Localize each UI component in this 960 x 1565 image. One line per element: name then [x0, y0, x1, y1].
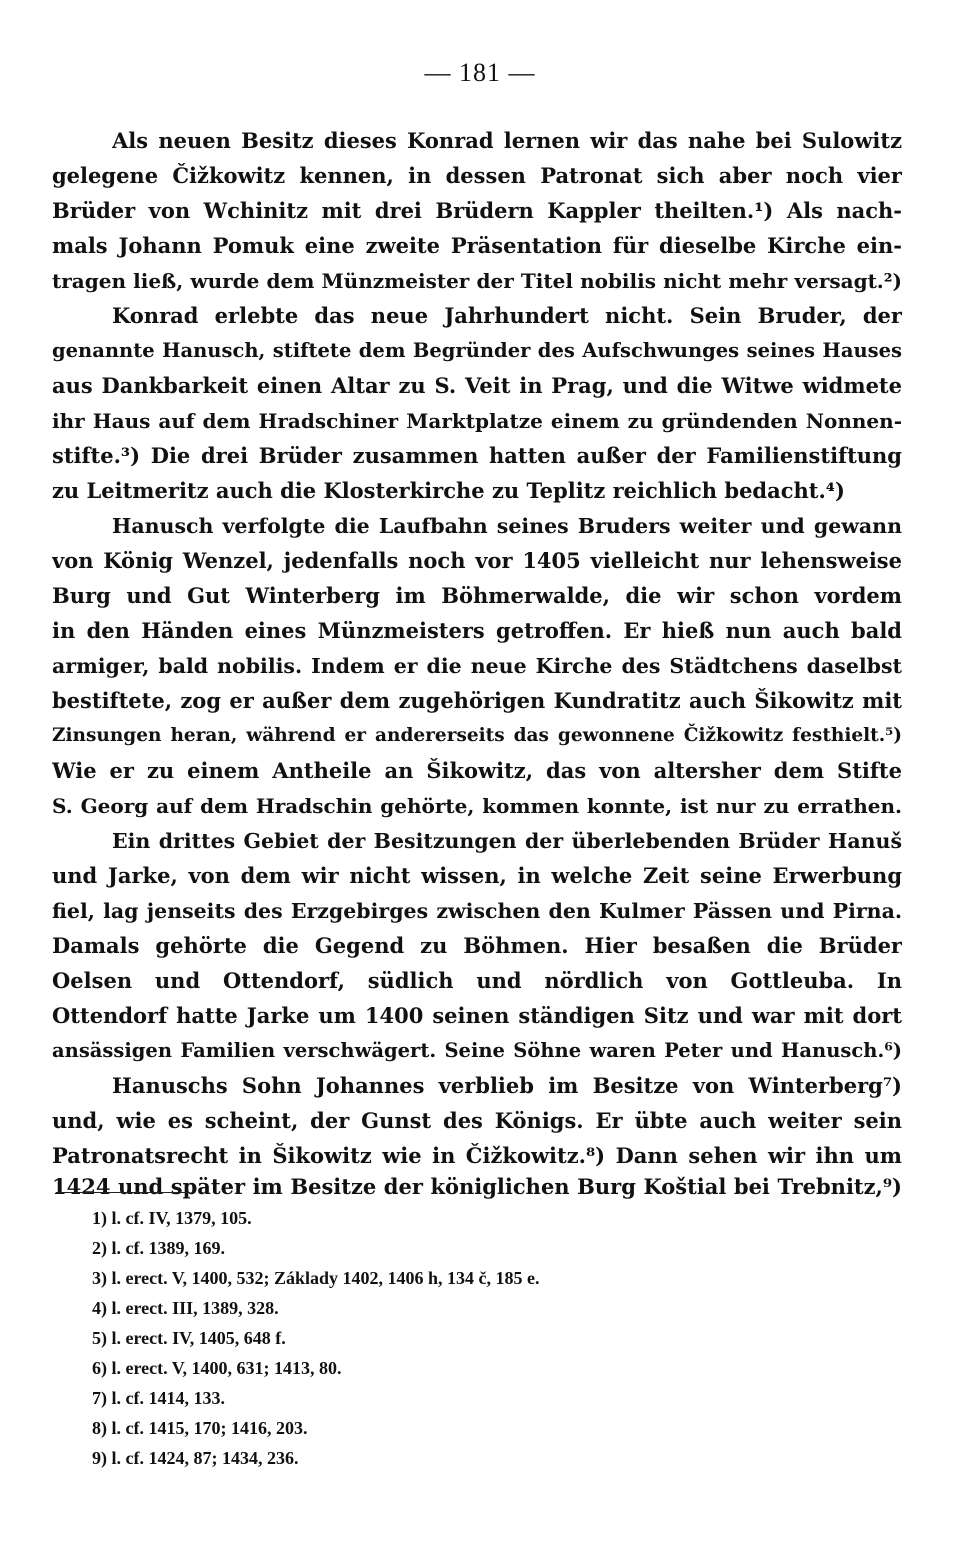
body-line: Damals gehörte die Gegend zu Böhmen. Hier besaßen die Brüder	[52, 933, 902, 958]
body-line: ihr Haus auf dem Hradschiner Marktplatze einem zu gründenden Nonnen-	[52, 409, 902, 433]
footnote: 7) l. cf. 1414, 133.	[92, 1388, 225, 1408]
footnote: 1) l. cf. IV, 1379, 105.	[92, 1208, 252, 1228]
body-line: genannte Hanusch, stiftete dem Begründer des Aufschwunges seines Hauses	[52, 339, 902, 362]
body-line: ansässigen Familien verschwägert. Seine Söhne waren Peter und Hanusch.⁶)	[52, 1039, 902, 1062]
body-line: fiel, lag jenseits des Erzgebirges zwischen den Kulmer Pässen und Pirna.	[52, 899, 902, 923]
body-line: Konrad erlebte das neue Jahrhundert nicht. Sein Bruder, der	[112, 303, 902, 328]
body-line: von König Wenzel, jedenfalls noch vor 1405 vielleicht nur lehensweise	[52, 548, 902, 573]
body-line: bestiftete, zog er außer dem zugehörigen Kundratitz auch Šikowitz mit	[52, 688, 902, 713]
body-line: Als neuen Besitz dieses Konrad lernen wir das nahe bei Sulowitz	[112, 128, 902, 153]
body-line: S. Georg auf dem Hradschin gehörte, kommen konnte, ist nur zu errathen.	[52, 794, 902, 818]
footnote: 4) l. erect. III, 1389, 328.	[92, 1298, 279, 1318]
body-line: und Jarke, von dem wir nicht wissen, in welche Zeit seine Erwerbung	[52, 863, 902, 888]
footnote: 3) l. erect. V, 1400, 532; Základy 1402, 1406 h, 134 č, 185 e.	[92, 1268, 540, 1288]
body-line: tragen ließ, wurde dem Münzmeister der Titel nobilis nicht mehr versagt.²)	[52, 269, 902, 293]
footnote: 5) l. erect. IV, 1405, 648 f.	[92, 1328, 286, 1348]
body-line: Oelsen und Ottendorf, südlich und nördlich von Gottleuba. In	[52, 968, 902, 993]
body-line: armiger, bald nobilis. Indem er die neue Kirche des Städtchens daselbst	[52, 654, 902, 678]
footnote: 8) l. cf. 1415, 170; 1416, 203.	[92, 1418, 308, 1438]
body-line: aus Dankbarkeit einen Altar zu S. Veit in Prag, und die Witwe widmete	[52, 373, 902, 398]
footnote: 2) l. cf. 1389, 169.	[92, 1238, 225, 1258]
body-line: Ein drittes Gebiet der Besitzungen der überlebenden Brüder Hanuš	[112, 829, 902, 853]
body-line: Hanusch verfolgte die Laufbahn seines Bruders weiter und gewann	[112, 514, 902, 538]
body-line: und, wie es scheint, der Gunst des Königs. Er übte auch weiter sein	[52, 1108, 902, 1133]
page-number: — 181 —	[424, 58, 536, 87]
body-line: zu Leitmeritz auch die Klosterkirche zu Teplitz reichlich bedacht.⁴)	[52, 478, 845, 503]
body-line: 1424 und später im Besitze der königlichen Burg Koštial bei Trebnitz,⁹)	[52, 1174, 902, 1199]
body-line: Patronatsrecht in Šikowitz wie in Čižkowitz.⁸) Dann sehen wir ihn um	[52, 1143, 902, 1168]
body-line: mals Johann Pomuk eine zweite Präsentation für dieselbe Kirche ein-	[52, 233, 902, 258]
body-line: in den Händen eines Münzmeisters getroffen. Er hieß nun auch bald	[52, 618, 902, 643]
footnote: 9) l. cf. 1424, 87; 1434, 236.	[92, 1448, 299, 1468]
body-line: Zinsungen heran, während er andererseits das gewonnene Čižkowitz festhielt.⁵)	[52, 725, 902, 746]
body-line: Wie er zu einem Antheile an Šikowitz, das von altersher dem Stifte	[52, 758, 902, 783]
body-line: stifte.³) Die drei Brüder zusammen hatten außer der Familienstiftung	[52, 443, 902, 468]
body-line: Brüder von Wchinitz mit drei Brüdern Kappler theilten.¹) Als nach-	[52, 198, 902, 223]
body-line: gelegene Čižkowitz kennen, in dessen Patronat sich aber noch vier	[52, 163, 902, 188]
body-line: Ottendorf hatte Jarke um 1400 seinen ständigen Sitz und war mit dort	[52, 1003, 902, 1028]
footnote: 6) l. erect. V, 1400, 631; 1413, 80.	[92, 1358, 342, 1378]
footnote-rule	[56, 1192, 190, 1193]
body-line: Burg und Gut Winterberg im Böhmerwalde, die wir schon vordem	[52, 583, 902, 608]
body-line: Hanuschs Sohn Johannes verblieb im Besitze von Winterberg⁷)	[112, 1073, 902, 1098]
